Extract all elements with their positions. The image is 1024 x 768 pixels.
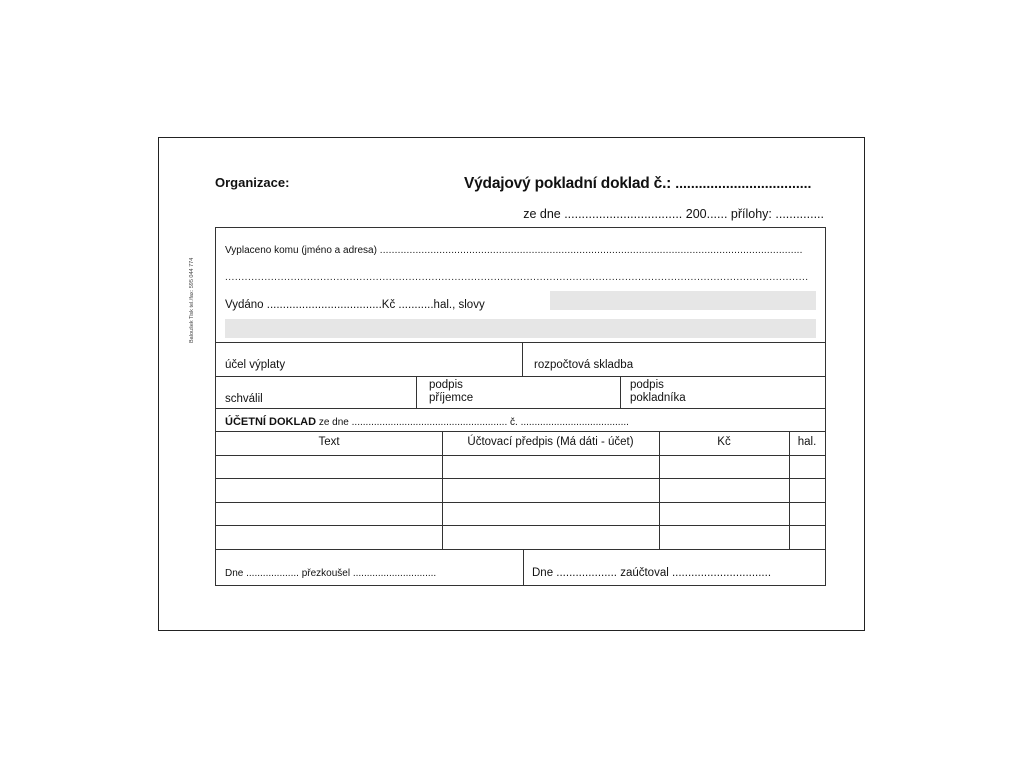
- accounting-title-rest: ze dne ........................................................ č. .......................................: [316, 417, 629, 428]
- table-row[interactable]: [216, 478, 825, 479]
- table-header-top: [216, 431, 825, 432]
- budget-label: rozpočtová skladba: [534, 359, 634, 371]
- column-header-text: Text: [318, 436, 340, 448]
- column-header-kc: Kč: [717, 436, 731, 448]
- issued-line: Vydáno ....................................Kč ...........hal., slovy: [225, 299, 485, 311]
- column-header-hal: hal.: [797, 436, 817, 448]
- accounting-heading: [225, 416, 629, 428]
- divider: [620, 376, 621, 408]
- paid-to-line-2: ..................................................................................................................................................................................: [225, 272, 809, 283]
- reviewed-by-line: Dne ................... přezkoušel ..............................: [225, 568, 437, 579]
- divider: [216, 376, 825, 377]
- printer-side-note: Baloušek Tisk tel./fax: 595 044 774: [189, 257, 195, 343]
- paid-to-row: [225, 245, 803, 256]
- accounting-title: ÚČETNÍ DOKLAD: [225, 416, 317, 428]
- document-number-dots: ...................................: [675, 175, 812, 191]
- divider: [216, 342, 825, 343]
- amount-in-words-field-2[interactable]: [225, 319, 816, 338]
- approved-label: schválil: [225, 393, 263, 405]
- organization-label: Organizace:: [215, 175, 290, 190]
- document-title: [464, 175, 811, 193]
- booked-by-line: Dne ................... zaúčtoval ...............................: [532, 567, 772, 579]
- form-box: [215, 227, 826, 586]
- date-attachments-line: ze dne .................................. 200...... přílohy: ..............: [523, 207, 824, 221]
- document-title-text: Výdajový pokladní doklad č.:: [464, 175, 672, 192]
- document-sheet: [158, 137, 865, 631]
- table-row[interactable]: [216, 502, 825, 503]
- paid-to-dots: ..............................................................................................................................................: [379, 245, 803, 256]
- recipient-signature-label: podpis příjemce: [429, 379, 474, 404]
- divider: [523, 549, 524, 586]
- purpose-label: účel výplaty: [225, 359, 286, 371]
- divider: [216, 408, 825, 409]
- column-header-posting: Účtovací předpis (Má dáti - účet): [467, 436, 634, 448]
- cashier-signature-label: podpis pokladníka: [630, 379, 686, 404]
- table-row[interactable]: [216, 455, 825, 456]
- table-bottom: [216, 549, 825, 550]
- column-divider: [442, 431, 443, 549]
- column-divider: [789, 431, 790, 549]
- paid-to-label: Vyplaceno komu (jméno a adresa): [225, 245, 377, 256]
- amount-in-words-field[interactable]: [550, 291, 816, 310]
- divider: [522, 342, 523, 376]
- divider: [416, 376, 417, 408]
- table-row[interactable]: [216, 525, 825, 526]
- column-divider: [659, 431, 660, 549]
